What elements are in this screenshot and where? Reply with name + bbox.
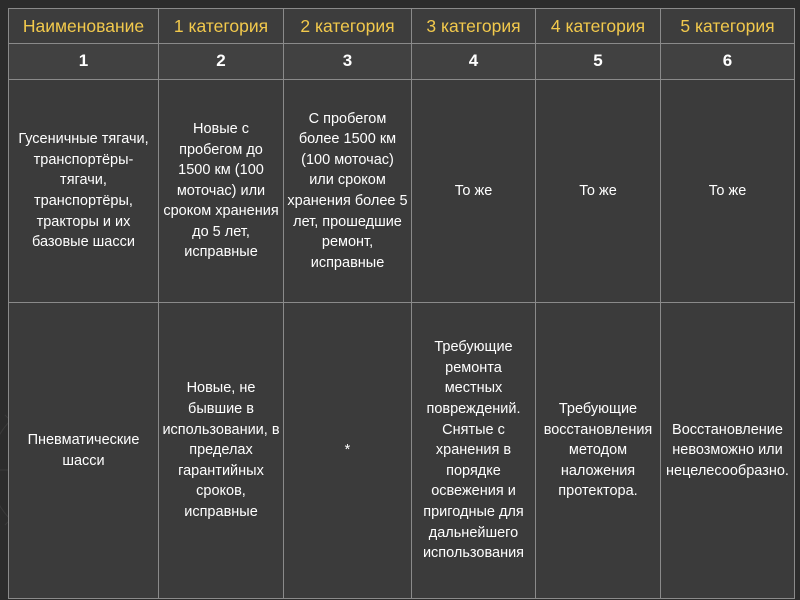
category-table [8, 8, 795, 599]
header-category-1: 1 категория [159, 9, 284, 44]
header-category-4: 4 категория [536, 9, 661, 44]
table-cell: Требующие ремонта местных повреждений. Снятые с хранения в порядке освежения и пригодные для дальнейшего использования [412, 303, 536, 599]
header-category-5: 5 категория [661, 9, 795, 44]
table-cell: Новые с пробегом до 1500 км (100 моточас) или сроком хранения до 5 лет, исправные [159, 80, 284, 303]
table-cell: То же [661, 80, 795, 303]
table-cell: То же [412, 80, 536, 303]
header-category-2: 2 категория [284, 9, 412, 44]
table-cell: То же [536, 80, 661, 303]
table-cell: * [284, 303, 412, 599]
table-row [9, 80, 795, 303]
header-name: Наименование [9, 9, 159, 44]
header-row [9, 9, 795, 44]
column-number-row [9, 44, 795, 80]
header-category-3: 3 категория [412, 9, 536, 44]
table-cell: Требующие восстановления методом наложения протектора. [536, 303, 661, 599]
row-name-cell: Пневматические шасси [9, 303, 159, 599]
column-number: 6 [661, 44, 795, 80]
column-number: 1 [9, 44, 159, 80]
column-number: 3 [284, 44, 412, 80]
column-number: 2 [159, 44, 284, 80]
table-cell: Новые, не бывшие в использовании, в пределах гарантийных сроков, исправные [159, 303, 284, 599]
column-number: 5 [536, 44, 661, 80]
table-cell: Восстановление невозможно или нецелесообразно. [661, 303, 795, 599]
table-row [9, 303, 795, 599]
table-cell: С пробегом более 1500 км (100 моточас) или сроком хранения более 5 лет, прошедшие ремонт, исправные [284, 80, 412, 303]
row-name-cell: Гусеничные тягачи, транспортёры-тягачи, транспортёры, тракторы и их базовые шасси [9, 80, 159, 303]
column-number: 4 [412, 44, 536, 80]
